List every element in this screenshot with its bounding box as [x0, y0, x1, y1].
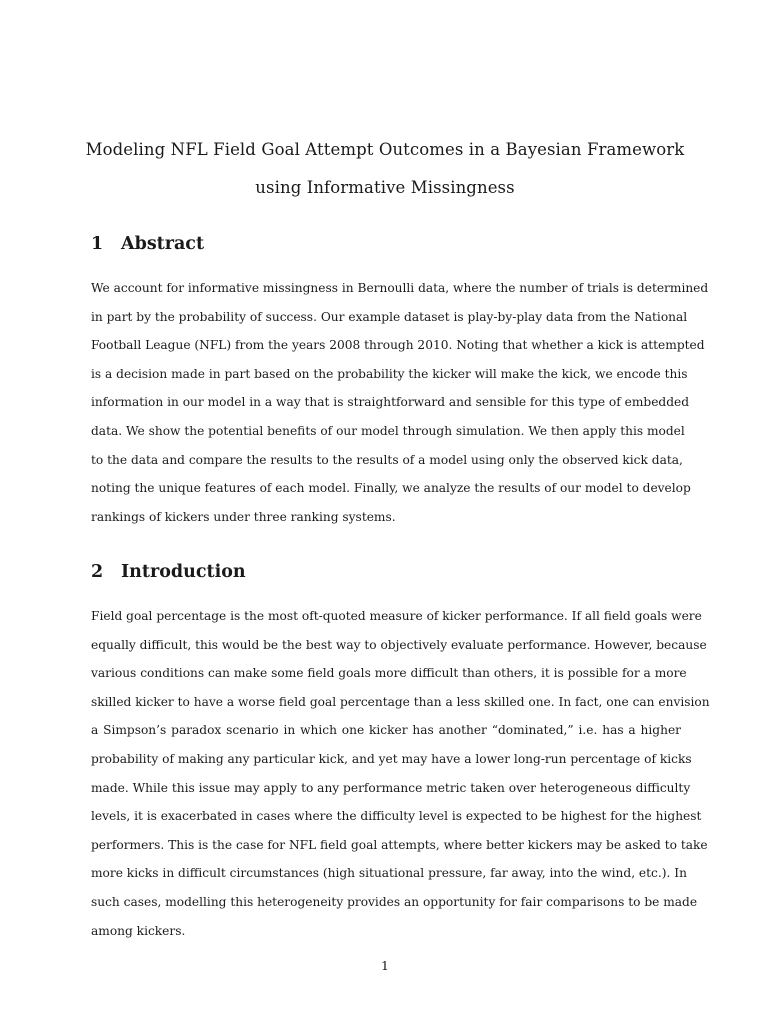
text-line: equally difficult, this would be the best way to objectively evaluate performance. However, because	[91, 637, 707, 652]
text-line: to the data and compare the results to the results of a model using only the observed kick data,	[91, 452, 683, 467]
text-line: probability of making any particular kick, and yet may have a lower long-run percentage of kicks	[91, 751, 692, 766]
text-line: is a decision made in part based on the probability the kicker will make the kick, we encode this	[91, 366, 688, 381]
section-number: 1	[91, 234, 104, 254]
text-line: more kicks in difficult circumstances (high situational pressure, far away, into the wind, etc.). In	[91, 866, 687, 881]
text-line: Football League (NFL) from the years 2008 through 2010. Noting that whether a kick is attempted	[91, 338, 705, 353]
text-line: skilled kicker to have a worse field goal percentage than a less skilled one. In fact, one can envision	[91, 694, 710, 709]
introduction-paragraph	[91, 602, 710, 945]
text-line: such cases, modelling this heterogeneity provides an opportunity for fair comparisons to be made	[91, 894, 698, 909]
paper-title-line-2: using Informative Missingness	[255, 178, 515, 197]
text-line: made. While this issue may apply to any performance metric taken over heterogeneous difficulty	[91, 780, 691, 795]
page-number: 1	[381, 958, 389, 973]
section-heading-introduction	[91, 562, 246, 582]
text-line: performers. This is the case for NFL field goal attempts, where better kickers may be asked to take	[91, 837, 708, 852]
text-line: in part by the probability of success. Our example dataset is play-by-play data from the National	[91, 309, 688, 324]
section-title: Abstract	[121, 234, 205, 254]
text-line: noting the unique features of each model. Finally, we analyze the results of our model to develop	[91, 481, 691, 496]
section-number: 2	[91, 562, 104, 582]
text-line: levels, it is exacerbated in cases where the difficulty level is expected to be highest for the highest	[91, 809, 702, 824]
text-line: data. We show the potential benefits of our model through simulation. We then apply this model	[91, 423, 685, 438]
text-line: information in our model in a way that is straightforward and sensible for this type of embedded	[91, 395, 690, 410]
text-line: Field goal percentage is the most oft-quoted measure of kicker performance. If all field goals were	[91, 609, 702, 623]
text-line: rankings of kickers under three ranking systems.	[91, 509, 396, 524]
text-line: a Simpson’s paradox scenario in which one kicker has another “dominated,” i.e. has a higher	[91, 723, 681, 738]
abstract-paragraph	[91, 274, 709, 531]
text-line: various conditions can make some field goals more difficult than others, it is possible for a more	[91, 666, 687, 681]
paper-title-line-1: Modeling NFL Field Goal Attempt Outcomes in a Bayesian Framework	[85, 140, 685, 159]
text-line: We account for informative missingness in Bernoulli data, where the number of trials is determined	[91, 281, 709, 295]
section-heading-abstract	[91, 234, 204, 254]
text-line: among kickers.	[91, 923, 186, 938]
section-title: Introduction	[121, 562, 246, 582]
